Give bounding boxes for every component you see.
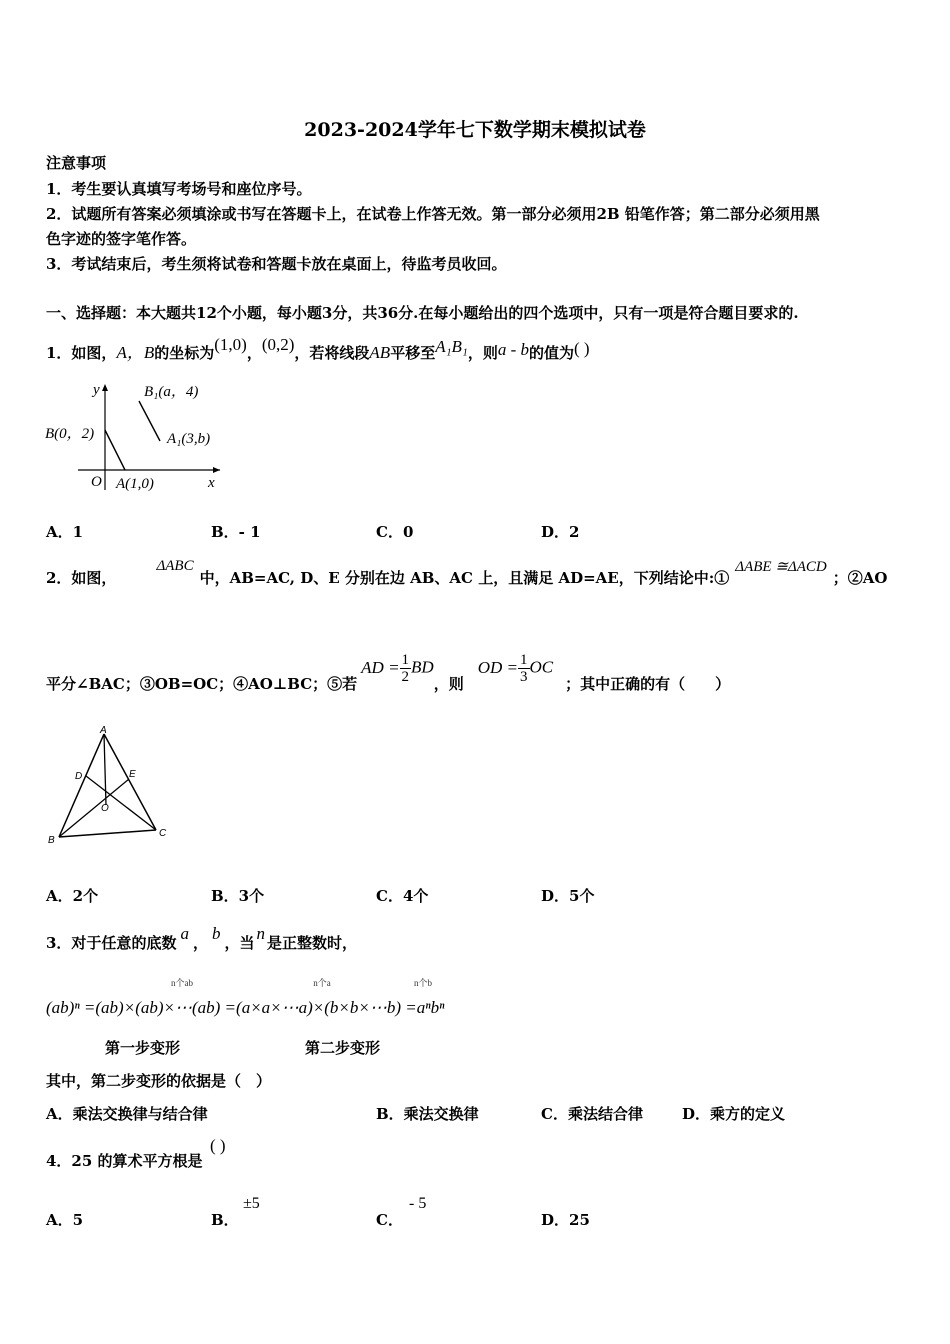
segment-be	[59, 779, 129, 837]
q1-option-a[interactable]: A．1	[46, 523, 84, 541]
x-axis-arrow-icon	[213, 467, 220, 473]
q4-option-b[interactable]: B．	[211, 1211, 239, 1229]
q2-congruence: ΔABE ≅ΔACD	[735, 559, 827, 575]
q1-text: 1．如图，	[46, 344, 117, 362]
q1-segment-a1b1: A₁B₁	[435, 337, 468, 356]
segment-a1b1	[139, 401, 160, 441]
q2-text: ；其中正确的有（ ）	[565, 674, 731, 693]
point-b1-label: B₁(a，4)	[144, 384, 199, 400]
q1-text: 的值为	[529, 344, 575, 362]
q1-text: ，若将线段	[294, 344, 370, 362]
q2-fraction-half	[400, 652, 412, 685]
q1-coord-a: (1,0)	[214, 335, 247, 354]
q2-option-c[interactable]: C．4个	[376, 887, 429, 905]
side-ab	[59, 734, 104, 837]
q3-formula: (ab)ⁿ =(ab)×(ab)×⋯(ab) =(a×a×⋯a)×(b×b×⋯b) =aⁿbⁿ	[46, 998, 445, 1017]
q1-option-c[interactable]: C．0	[376, 523, 414, 541]
vertex-a-label: A	[100, 725, 107, 736]
q4-option-c[interactable]: C．	[376, 1211, 403, 1229]
section-heading: 一、选择题：本大题共12个小题，每小题3分，共36分.在每小题给出的四个选项中，只有一项是符合题目要求的.	[46, 304, 799, 322]
point-e-label: E	[129, 769, 136, 780]
q3-question: 其中，第二步变形的依据是（ ）	[46, 1072, 272, 1090]
origin-label: O	[91, 474, 102, 490]
x-label: x	[208, 475, 215, 491]
vertex-c-label: C	[159, 828, 167, 839]
q3-option-d[interactable]: D．乘方的定义	[682, 1105, 786, 1123]
q3-overbrace-a: n个a	[313, 978, 331, 988]
vertex-b-label: B	[48, 835, 55, 846]
q2-text: 平分∠BAC；③OB=OC；④AO⊥BC；⑤若	[46, 674, 358, 693]
q2-text: ，则	[433, 674, 464, 693]
q1-answer-paren: ( )	[574, 339, 590, 358]
notes-heading: 注意事项	[46, 154, 107, 172]
q1-text: 的坐标为	[154, 344, 215, 362]
q3-text: 是正整数时，	[266, 934, 357, 952]
q4-answer-paren: ( )	[210, 1136, 226, 1155]
q3-stem	[46, 924, 357, 953]
q2-figure	[44, 724, 174, 849]
q2-text: ；②AO	[832, 569, 888, 587]
q3-option-a[interactable]: A．乘法交换律与结合律	[46, 1105, 208, 1123]
q1-comma: ，	[246, 344, 262, 362]
q4-option-a[interactable]: A．5	[46, 1211, 84, 1229]
q2-den: 2	[401, 669, 410, 685]
q3-var-n: n	[256, 924, 265, 943]
q4-option-b-value: ±5	[243, 1195, 260, 1212]
segment-ao	[104, 734, 106, 805]
q2-bd: BD	[411, 657, 434, 677]
q3-overbrace-b: n个b	[413, 978, 432, 988]
q4-stem: 4．25 的算术平方根是	[46, 1152, 203, 1170]
q3-text: ，当	[224, 934, 255, 952]
q3-text: 3．对于任意的底数	[46, 934, 177, 952]
q4-option-c-value: - 5	[409, 1195, 427, 1212]
point-a-label: A(1,0)	[116, 476, 154, 492]
q1-segment: AB	[369, 343, 391, 362]
q2-triangle: ΔABC	[156, 558, 194, 574]
q1-text: ，则	[467, 344, 498, 362]
y-label: y	[93, 382, 100, 398]
q2-option-d[interactable]: D．5个	[541, 887, 595, 905]
q3-overbrace-ab: n个ab	[171, 978, 193, 988]
q3-step1-label: 第一步变形	[105, 1039, 181, 1057]
note-item: 2．试题所有答案必须填涂或书写在答题卡上，在试卷上作答无效。第一部分必须用2B 铅笔作答；第二部分必须用黑	[46, 205, 820, 223]
q2-ad: AD =	[361, 657, 400, 677]
q2-od: OD =	[477, 657, 519, 677]
q2-oc: OC	[529, 657, 554, 677]
q2-den: 3	[520, 669, 528, 685]
segment-ab	[105, 430, 125, 470]
side-ac	[104, 734, 156, 830]
q3-option-b[interactable]: B．乘法交换律	[376, 1105, 479, 1123]
q1-expression: a - b	[497, 340, 529, 359]
q1-ab: A，B	[116, 343, 155, 362]
q1-text: 平移至	[390, 344, 436, 362]
q3-step2-label: 第二步变形	[305, 1039, 381, 1057]
q1-stem	[46, 335, 590, 363]
q3-comma: ，	[192, 934, 208, 952]
q1-coord-b: (0,2)	[261, 335, 295, 354]
point-o-label: O	[101, 803, 109, 814]
q2-fraction-third	[518, 652, 530, 685]
note-item: 1．考生要认真填写考场号和座位序号。	[46, 180, 312, 198]
segment-cd	[86, 776, 156, 830]
q1-option-b[interactable]: B．- 1	[211, 523, 261, 541]
q2-stem-line2	[46, 652, 731, 693]
point-b-label: B(0，2)	[45, 426, 95, 442]
point-a1-label: A₁(3,b)	[167, 431, 211, 447]
q3-var-a: a	[180, 924, 189, 943]
q2-num: 1	[520, 652, 528, 668]
q2-text: 2．如图，	[46, 569, 117, 587]
q1-figure	[44, 378, 234, 498]
q2-option-a[interactable]: A．2个	[46, 887, 99, 905]
note-item: 3．考试结束后，考生须将试卷和答题卡放在桌面上，待监考员收回。	[46, 255, 507, 273]
q2-num: 1	[401, 652, 410, 668]
q3-var-b: b	[211, 924, 221, 943]
q1-option-d[interactable]: D．2	[541, 523, 580, 541]
side-bc	[59, 830, 156, 837]
q3-option-c[interactable]: C．乘法结合律	[541, 1105, 643, 1123]
page-title: 2023-2024学年七下数学期末模拟试卷	[304, 119, 646, 141]
note-item: 色字迹的签字笔作答。	[46, 230, 197, 248]
point-d-label: D	[75, 771, 83, 782]
y-axis-arrow-icon	[102, 384, 108, 391]
q4-option-d[interactable]: D．25	[541, 1211, 590, 1229]
q2-stem-line1	[46, 558, 888, 588]
q2-option-b[interactable]: B．3个	[211, 887, 265, 905]
q2-text: 中，AB=AC, D、E 分别在边 AB、AC 上，且满足 AD=AE，下列结论中:①	[199, 569, 730, 587]
